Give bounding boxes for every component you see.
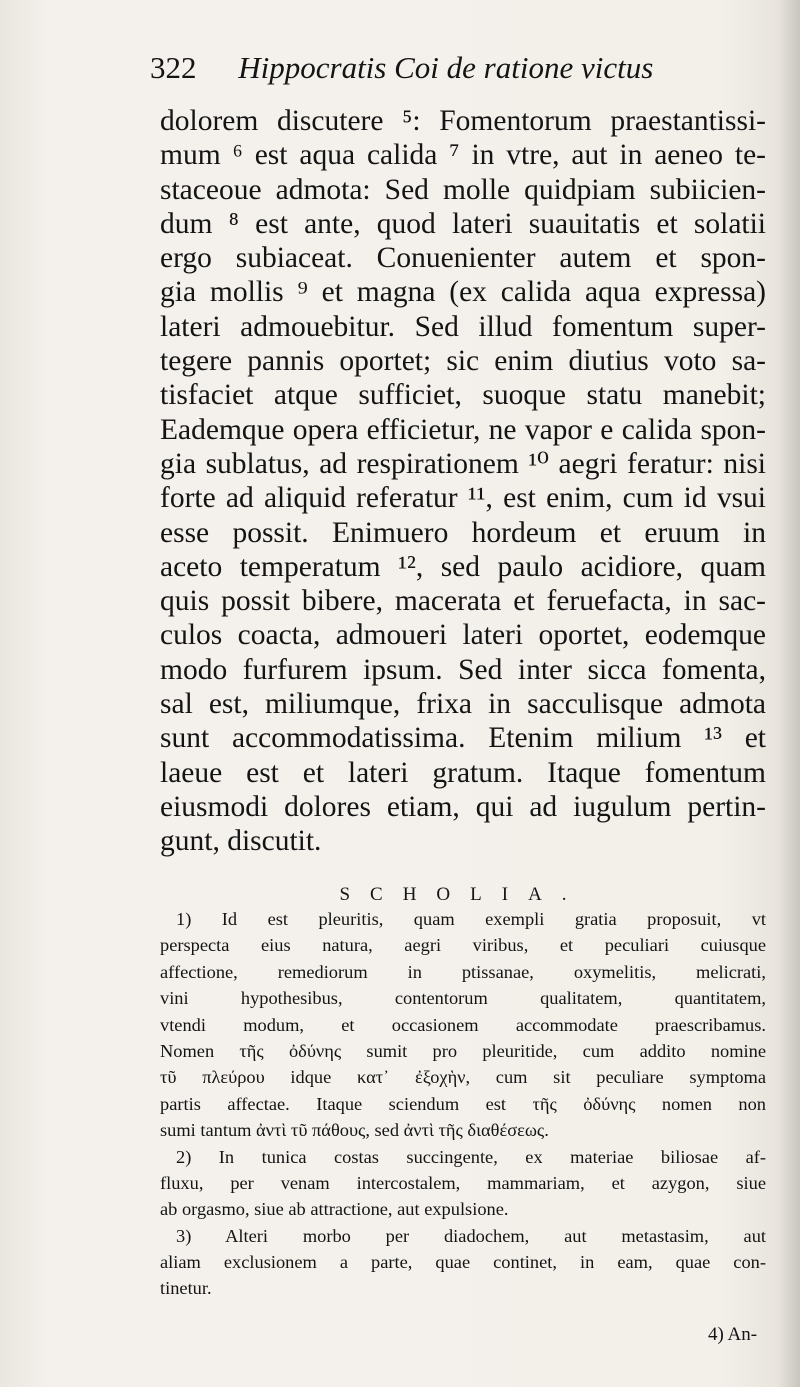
text-line: gia mollis ⁹ et magna (ex calida aqua expressa) (160, 276, 766, 309)
text-line: modo furfurem ipsum. Sed inter sicca fomenta, (160, 653, 766, 686)
text-line: staceoue admota: Sed molle quidpiam subiicien- (160, 173, 766, 206)
page-edge-shadow (778, 0, 800, 1387)
text-line: mum ⁶ est aqua calida ⁷ in vtre, aut in aeneo te- (160, 139, 766, 172)
main-text (160, 104, 766, 859)
text-line: tegere pannis oportet; sic enim diutius voto sa- (160, 345, 766, 378)
note-line: vini hypothesibus, contentorum qualitatem, quantitatem, (160, 988, 766, 1009)
text-line: lateri admouebitur. Sed illud fomentum super- (160, 310, 766, 343)
note-line: sumi tantum ἀντὶ τῦ πάθους, sed ἀντὶ τῆς διαθέσεως. (160, 1120, 549, 1141)
note-line: perspecta eius natura, aegri viribus, et peculiari cuiusque (160, 935, 766, 956)
note-line: aliam exclusionem a parte, quae continet, in eam, quae con- (160, 1252, 766, 1273)
note-line: 1) Id est pleuritis, quam exempli gratia proposuit, vt (176, 909, 766, 929)
text-line: eiusmodi dolores etiam, qui ad iugulum pertin- (160, 790, 766, 823)
text-line: dum ⁸ est ante, quod lateri suauitatis et solatii (160, 207, 766, 240)
page-number: 322 (150, 50, 197, 85)
page-header (150, 48, 730, 88)
text-line: Eademque opera efficietur, ne vapor e calida spon- (160, 413, 766, 446)
catchword: 4) An- (708, 1324, 758, 1345)
text-line: sunt accommodatissima. Etenim milium ¹³ et (160, 722, 766, 755)
note-line: fluxu, per venam intercostalem, mammariam, et azygon, siue (160, 1172, 766, 1193)
note-line: τῦ πλεύρου idque κατ᾽ ἐξοχὴν, cum sit peculiare symptoma (160, 1067, 766, 1088)
note-line: Nomen τῆς ὀδύνης sumit pro pleuritide, cum addito nomine (160, 1040, 766, 1061)
text-line: laeue est et lateri gratum. Itaque fomentum (160, 756, 766, 789)
text-line: esse possit. Enimuero hordeum et eruum in (160, 516, 766, 549)
scholia-heading: SCHOLIA. (339, 884, 587, 905)
text-line: sal est, miliumque, frixa in sacculisque admota (160, 688, 766, 721)
running-title: Hippocratis Coi de ratione victus (238, 50, 654, 85)
text-line: aceto temperatum ¹², sed paulo acidiore, quam (160, 550, 766, 583)
text-line: culos coacta, admoueri lateri oportet, eodemque (160, 619, 766, 652)
text-line: dolorem discutere ⁵: Fomentorum praestantissi- (160, 105, 766, 137)
text-line: gia sublatus, ad respirationem ¹⁰ aegri feratur: nisi (160, 447, 766, 480)
text-line: tisfaciet atque sufficiet, suoque statu manebit; (160, 379, 766, 412)
note-line: 2) In tunica costas succingente, ex materiae biliosae af- (176, 1146, 766, 1167)
note-line: 3) Alteri morbo per diadochem, aut metastasim, aut (176, 1225, 766, 1246)
text-line: forte ad aliquid referatur ¹¹, est enim, cum id vsui (160, 482, 766, 515)
text-line: ergo subiaceat. Conuenienter autem et spon- (160, 242, 766, 275)
note-line: tinetur. (160, 1278, 212, 1299)
note-line: affectione, remediorum in ptissanae, oxymelitis, melicrati, (160, 961, 766, 982)
text-line: quis possit bibere, macerata et feruefacta, in sac- (160, 585, 766, 618)
note-line: ab orgasmo, siue ab attractione, aut expulsione. (160, 1199, 509, 1220)
note-line: vtendi modum, et occasionem accommodate praescribamus. (160, 1014, 766, 1035)
note-line: partis affectae. Itaque sciendum est τῆς ὀδύνης nomen non (160, 1093, 766, 1114)
scholia-notes (160, 906, 766, 1302)
text-line: gunt, discutit. (160, 825, 322, 858)
